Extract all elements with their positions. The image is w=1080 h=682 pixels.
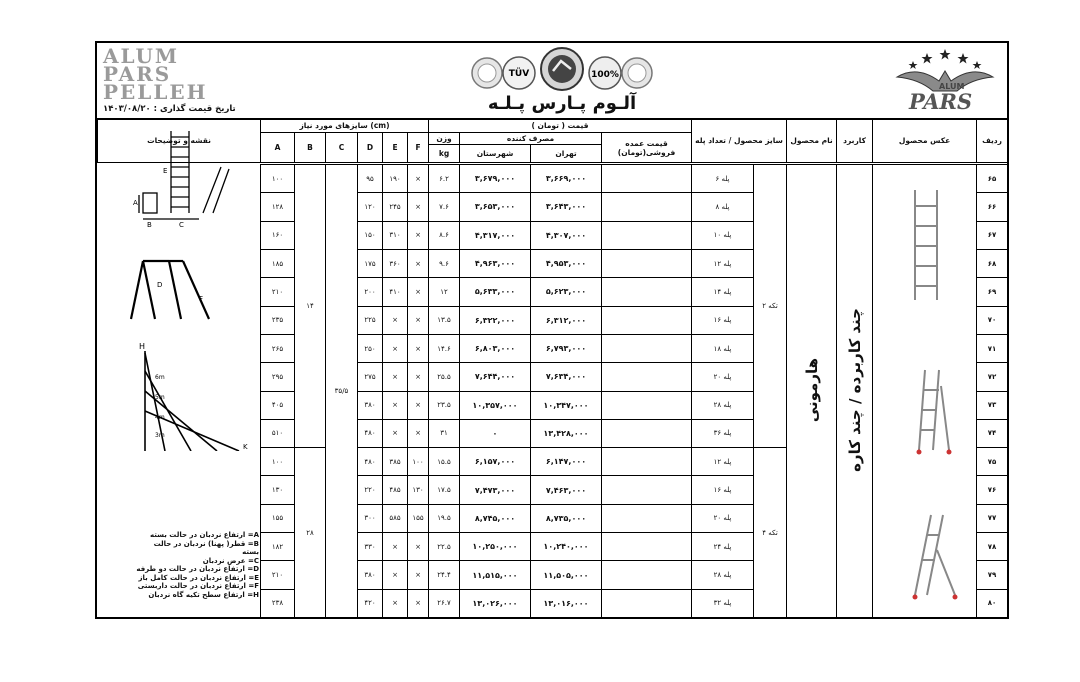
cell-d: ۲۰۰ bbox=[358, 278, 383, 306]
cell-f: × bbox=[408, 334, 429, 362]
cell-a: ۱۸۲ bbox=[261, 533, 295, 561]
cell-tehran-price: ۷,۴۶۳,۰۰۰ bbox=[531, 476, 602, 504]
cell-f: × bbox=[408, 561, 429, 589]
cell-steps: ۲۸ پله bbox=[692, 391, 754, 419]
diagram-a-label: A bbox=[133, 199, 138, 207]
cell-wholesale-price bbox=[602, 221, 692, 249]
cell-f: × bbox=[408, 419, 429, 447]
col-c-header: C bbox=[326, 133, 358, 163]
wholesale-header: قیمت عمده فروشی(تومان) bbox=[602, 133, 692, 163]
cell-e: ۲۴۵ bbox=[383, 193, 408, 221]
tuv-text: TÜV bbox=[508, 69, 530, 79]
cell-province-price: ۵,۶۳۳,۰۰۰ bbox=[460, 278, 531, 306]
eagle-alum-text: ALUM bbox=[939, 82, 965, 91]
eagle-pars-text: PARS bbox=[909, 89, 973, 114]
cell-steps: ۳۶ پله bbox=[692, 419, 754, 447]
usage-header-label: کاربرد bbox=[843, 136, 866, 145]
cell-e: ۳۱۰ bbox=[383, 221, 408, 249]
cell-d: ۱۷۵ bbox=[358, 249, 383, 277]
cell-row-number: ۷۰ bbox=[977, 306, 1008, 334]
cell-a: ۴۰۵ bbox=[261, 391, 295, 419]
price-header: قیمت ( تومان ) bbox=[429, 119, 692, 133]
cell-c: ۳۵/۵ bbox=[326, 165, 358, 618]
cell-province-price: ۸,۷۴۵,۰۰۰ bbox=[460, 504, 531, 532]
cell-tehran-price: ۱۰,۲۴۰,۰۰۰ bbox=[531, 533, 602, 561]
cell-d: ۳۰۰ bbox=[358, 504, 383, 532]
cell-wholesale-price bbox=[602, 193, 692, 221]
cell-row-number: ۷۸ bbox=[977, 533, 1008, 561]
cell-province-price: ۱۱,۵۱۵,۰۰۰ bbox=[460, 561, 531, 589]
cell-province-price: ۱۰,۳۵۷,۰۰۰ bbox=[460, 391, 531, 419]
cell-row-number: ۷۶ bbox=[977, 476, 1008, 504]
cell-weight: ۱۷.۵ bbox=[429, 476, 460, 504]
consumer-header: مصرف کننده bbox=[460, 133, 602, 145]
cell-weight: ۸.۶ bbox=[429, 221, 460, 249]
cell-row-number: ۸۰ bbox=[977, 589, 1008, 617]
cell-steps: ۲۰ پله bbox=[692, 363, 754, 391]
cell-a: ۲۱۰ bbox=[261, 561, 295, 589]
cell-steps: ۱۲ پله bbox=[692, 448, 754, 476]
cell-e: × bbox=[383, 589, 408, 617]
legend-c: C= عرض نردبان bbox=[202, 556, 259, 565]
cell-province-price: ۷,۴۷۳,۰۰۰ bbox=[460, 476, 531, 504]
weight-header: وزن bbox=[429, 133, 460, 145]
cell-tehran-price: ۴,۳۰۷,۰۰۰ bbox=[531, 221, 602, 249]
cell-f: × bbox=[408, 193, 429, 221]
cell-e: ۴۸۵ bbox=[383, 476, 408, 504]
cell-row-number: ۶۸ bbox=[977, 249, 1008, 277]
legend bbox=[135, 531, 259, 599]
row-header: ردیف bbox=[977, 119, 1008, 163]
cell-steps: ۱۴ پله bbox=[692, 278, 754, 306]
cell-row-number: ۷۱ bbox=[977, 334, 1008, 362]
cell-wholesale-price bbox=[602, 504, 692, 532]
cell-e: × bbox=[383, 561, 408, 589]
cell-product-name bbox=[787, 165, 837, 618]
cell-steps: ۱۸ پله bbox=[692, 334, 754, 362]
cell-province-price: ۳,۶۷۹,۰۰۰ bbox=[460, 165, 531, 193]
cell-e: × bbox=[383, 391, 408, 419]
cell-wholesale-price bbox=[602, 249, 692, 277]
legend-f: F= ارتفاع نردبان در حالت داربستی bbox=[137, 582, 259, 590]
cell-province-price: ۶,۸۰۳,۰۰۰ bbox=[460, 334, 531, 362]
cell-usage bbox=[837, 165, 873, 618]
cell-d: ۲۲۰ bbox=[358, 476, 383, 504]
cell-steps: ۱۶ پله bbox=[692, 476, 754, 504]
cell-steps: ۶ پله bbox=[692, 165, 754, 193]
cell-f: × bbox=[408, 391, 429, 419]
cell-steps: ۸ پله bbox=[692, 193, 754, 221]
cell-b: ۲۸ bbox=[295, 448, 326, 618]
cell-f: × bbox=[408, 278, 429, 306]
price-date: تاریخ قیمت گذاری : ۱۴۰۳/۰۸/۲۰ bbox=[103, 104, 236, 114]
cell-d: ۳۸۰ bbox=[358, 561, 383, 589]
cell-d: ۴۲۰ bbox=[358, 589, 383, 617]
cell-row-number: ۷۳ bbox=[977, 391, 1008, 419]
cell-weight: ۱۲ bbox=[429, 278, 460, 306]
cell-tehran-price: ۱۳,۴۲۸,۰۰۰ bbox=[531, 419, 602, 447]
cell-d: ۱۲۰ bbox=[358, 193, 383, 221]
cell-d: ۲۷۵ bbox=[358, 363, 383, 391]
diagram-f-label: F bbox=[199, 295, 204, 303]
diagram-k-label: K bbox=[243, 443, 248, 451]
cell-a: ۱۰۰ bbox=[261, 165, 295, 193]
cell-group: ۴ تکه bbox=[754, 448, 787, 618]
cell-steps: ۲۸ پله bbox=[692, 561, 754, 589]
cell-weight: ۱۳.۵ bbox=[429, 306, 460, 334]
badge-100-text: 100% bbox=[591, 70, 619, 80]
cell-e: × bbox=[383, 419, 408, 447]
diagram-d-label: D bbox=[157, 281, 163, 289]
cell-weight: ۷.۶ bbox=[429, 193, 460, 221]
cell-row-number: ۷۴ bbox=[977, 419, 1008, 447]
cell-weight: ۱۹.۵ bbox=[429, 504, 460, 532]
cell-steps: ۱۶ پله bbox=[692, 306, 754, 334]
cell-tehran-price: ۱۱,۵۰۵,۰۰۰ bbox=[531, 561, 602, 589]
cell-tehran-price: ۳,۶۴۳,۰۰۰ bbox=[531, 193, 602, 221]
cell-steps: ۲۴ پله bbox=[692, 533, 754, 561]
cell-tehran-price: ۶,۷۹۳,۰۰۰ bbox=[531, 334, 602, 362]
product-photos-icon bbox=[875, 170, 975, 610]
cell-a: ۲۹۵ bbox=[261, 363, 295, 391]
cell-row-number: ۷۲ bbox=[977, 363, 1008, 391]
cell-e: × bbox=[383, 306, 408, 334]
cell-weight: ۳۱ bbox=[429, 419, 460, 447]
cell-province-price: ۳,۶۵۳,۰۰۰ bbox=[460, 193, 531, 221]
brand-line-1: ALUM bbox=[103, 44, 180, 68]
cell-e: × bbox=[383, 533, 408, 561]
cell-a: ۱۶۰ bbox=[261, 221, 295, 249]
cell-tehran-price: ۱۰,۳۴۷,۰۰۰ bbox=[531, 391, 602, 419]
cell-a: ۵۱۰ bbox=[261, 419, 295, 447]
col-d-header: D bbox=[358, 133, 383, 163]
diagram-h-label: H bbox=[139, 342, 146, 351]
usage-label: چند کاربرده / چند کاره bbox=[845, 308, 864, 472]
cell-province-price: ۶,۱۵۷,۰۰۰ bbox=[460, 448, 531, 476]
cell-weight: ۲۲.۵ bbox=[429, 533, 460, 561]
cell-f: × bbox=[408, 249, 429, 277]
cell-steps: ۳۲ پله bbox=[692, 589, 754, 617]
diagram-4m-label: 4m bbox=[155, 414, 165, 421]
cell-tehran-price: ۷,۶۳۴,۰۰۰ bbox=[531, 363, 602, 391]
cell-f: × bbox=[408, 363, 429, 391]
cell-a: ۲۳۵ bbox=[261, 306, 295, 334]
cell-tehran-price: ۴,۹۵۳,۰۰۰ bbox=[531, 249, 602, 277]
cell-group: ۲ تکه bbox=[754, 165, 787, 448]
cell-d: ۲۲۵ bbox=[358, 306, 383, 334]
alum-pars-eagle-logo bbox=[887, 47, 1003, 115]
cell-province-price: ۷,۶۴۴,۰۰۰ bbox=[460, 363, 531, 391]
cell-f: × bbox=[408, 306, 429, 334]
price-table bbox=[260, 164, 1008, 618]
cell-d: ۹۵ bbox=[358, 165, 383, 193]
header-band bbox=[97, 43, 1007, 120]
photo-header: عکس محصول bbox=[873, 119, 977, 163]
cell-tehran-price: ۶,۱۴۷,۰۰۰ bbox=[531, 448, 602, 476]
cell-wholesale-price bbox=[602, 533, 692, 561]
cell-weight: ۹.۶ bbox=[429, 249, 460, 277]
cell-f: × bbox=[408, 533, 429, 561]
center-badges bbox=[457, 47, 667, 115]
cell-e: ۴۱۰ bbox=[383, 278, 408, 306]
cell-wholesale-price bbox=[602, 278, 692, 306]
col-b-header: B bbox=[295, 133, 326, 163]
cell-wholesale-price bbox=[602, 363, 692, 391]
cell-f: ۱۰۰ bbox=[408, 448, 429, 476]
cell-wholesale-price bbox=[602, 589, 692, 617]
cell-d: ۴۸۰ bbox=[358, 448, 383, 476]
eagle-icon bbox=[887, 47, 1003, 115]
cell-province-price: ۴,۳۱۷,۰۰۰ bbox=[460, 221, 531, 249]
tehran-header: تهران bbox=[531, 145, 602, 163]
weight-unit-header: kg bbox=[429, 145, 460, 163]
cell-d: ۴۸۰ bbox=[358, 419, 383, 447]
legend-a: A= ارتفاع نردبان در حالت بسته bbox=[150, 531, 259, 539]
cell-a: ۱۲۸ bbox=[261, 193, 295, 221]
cell-weight: ۱۵.۵ bbox=[429, 448, 460, 476]
cell-steps: ۱۲ پله bbox=[692, 249, 754, 277]
cell-weight: ۲۳.۵ bbox=[429, 391, 460, 419]
price-sheet bbox=[95, 41, 1009, 619]
cell-d: ۱۵۰ bbox=[358, 221, 383, 249]
cell-steps: ۲۰ پله bbox=[692, 504, 754, 532]
diagram-3m-label: 3m bbox=[155, 432, 165, 439]
legend-e: E= ارتفاع نردبان در حالت کامل باز bbox=[138, 573, 259, 582]
cell-e: × bbox=[383, 334, 408, 362]
product-name-header: نام محصول bbox=[787, 119, 837, 163]
cell-wholesale-price bbox=[602, 391, 692, 419]
cell-a: ۱۸۵ bbox=[261, 249, 295, 277]
cell-row-number: ۷۷ bbox=[977, 504, 1008, 532]
cell-wholesale-price bbox=[602, 561, 692, 589]
cell-row-number: ۶۵ bbox=[977, 165, 1008, 193]
diagram-b-label: B bbox=[147, 221, 152, 229]
cell-e: ۵۸۵ bbox=[383, 504, 408, 532]
brand-line-3: PELLEH bbox=[103, 80, 208, 104]
cell-a: ۲۳۸ bbox=[261, 589, 295, 617]
cell-wholesale-price bbox=[602, 334, 692, 362]
cell-e: ۱۹۰ bbox=[383, 165, 408, 193]
cell-wholesale-price bbox=[602, 306, 692, 334]
cell-row-number: ۶۶ bbox=[977, 193, 1008, 221]
cell-d: ۳۳۰ bbox=[358, 533, 383, 561]
cell-e: ۳۶۰ bbox=[383, 249, 408, 277]
cell-tehran-price: ۵,۶۲۳,۰۰۰ bbox=[531, 278, 602, 306]
sizes-header: سایزهای مورد نیاز (cm) bbox=[261, 119, 429, 133]
legend-d: D= ارتفاع نردبان در حالت دو طرفه bbox=[136, 565, 259, 573]
usage-header bbox=[837, 119, 873, 163]
cell-row-number: ۶۷ bbox=[977, 221, 1008, 249]
cell-steps: ۱۰ پله bbox=[692, 221, 754, 249]
cell-row-number: ۷۹ bbox=[977, 561, 1008, 589]
cell-weight: ۲۶.۷ bbox=[429, 589, 460, 617]
cell-e: × bbox=[383, 363, 408, 391]
cell-a: ۲۶۵ bbox=[261, 334, 295, 362]
cell-province-price: ۶,۳۲۲,۰۰۰ bbox=[460, 306, 531, 334]
cell-province-price: ۱۰,۲۵۰,۰۰۰ bbox=[460, 533, 531, 561]
cell-tehran-price: ۸,۷۳۵,۰۰۰ bbox=[531, 504, 602, 532]
cell-f: × bbox=[408, 165, 429, 193]
cell-f: × bbox=[408, 221, 429, 249]
cell-wholesale-price bbox=[602, 476, 692, 504]
notes-header: نقشه و توضیحات bbox=[98, 119, 261, 163]
ladder-diagrams-icon bbox=[99, 121, 259, 451]
cell-e: ۳۸۵ bbox=[383, 448, 408, 476]
cell-tehran-price: ۶,۳۱۲,۰۰۰ bbox=[531, 306, 602, 334]
cell-a: ۲۱۰ bbox=[261, 278, 295, 306]
quality-badges-icon bbox=[457, 47, 667, 95]
diagram-e-label: E bbox=[163, 167, 168, 175]
product-name: هارمونی bbox=[802, 357, 821, 423]
cell-row-number: ۷۵ bbox=[977, 448, 1008, 476]
alum-pars-logo bbox=[103, 44, 253, 114]
cell-wholesale-price bbox=[602, 165, 692, 193]
diagram-c-label: C bbox=[179, 221, 184, 229]
cell-a: ۱۰۰ bbox=[261, 448, 295, 476]
cell-weight: ۱۴.۶ bbox=[429, 334, 460, 362]
cell-wholesale-price bbox=[602, 448, 692, 476]
brand-line-2: PARS bbox=[103, 62, 172, 86]
cell-f: ۱۳۰ bbox=[408, 476, 429, 504]
cell-row-number: ۶۹ bbox=[977, 278, 1008, 306]
province-header: شهرستان bbox=[460, 145, 531, 163]
brand-title: آلـوم پـارس پـلـه bbox=[487, 93, 637, 114]
cell-a: ۱۵۵ bbox=[261, 504, 295, 532]
cell-tehran-price: ۳,۶۶۹,۰۰۰ bbox=[531, 165, 602, 193]
cell-weight: ۲۴.۴ bbox=[429, 561, 460, 589]
cell-weight: ۶.۲ bbox=[429, 165, 460, 193]
cell-wholesale-price bbox=[602, 419, 692, 447]
col-e-header: E bbox=[383, 133, 408, 163]
cell-b: ۱۴ bbox=[295, 165, 326, 448]
cell-f: ۱۵۵ bbox=[408, 504, 429, 532]
col-a-header: A bbox=[261, 133, 295, 163]
cell-province-price: ۰ bbox=[460, 419, 531, 447]
diagram-6m-label: 6m bbox=[155, 374, 165, 381]
legend-h: H= ارتفاع سطح تکیه گاه نردبان bbox=[148, 590, 259, 599]
cell-province-price: ۴,۹۶۳,۰۰۰ bbox=[460, 249, 531, 277]
table-row bbox=[261, 165, 1008, 193]
col-f-header: F bbox=[408, 133, 429, 163]
cell-a: ۱۳۰ bbox=[261, 476, 295, 504]
cell-f: × bbox=[408, 589, 429, 617]
legend-b: B= قطر( پهنا) نردبان در حالت بسته bbox=[153, 539, 259, 556]
cell-d: ۳۸۰ bbox=[358, 391, 383, 419]
notes-diagrams bbox=[99, 121, 259, 615]
cell-tehran-price: ۱۳,۰۱۶,۰۰۰ bbox=[531, 589, 602, 617]
cell-d: ۲۵۰ bbox=[358, 334, 383, 362]
cell-weight: ۲۵.۵ bbox=[429, 363, 460, 391]
size-steps-header: سایز محصول / تعداد پله bbox=[692, 119, 787, 163]
cell-province-price: ۱۳,۰۲۶,۰۰۰ bbox=[460, 589, 531, 617]
cell-photo bbox=[873, 165, 977, 618]
diagram-5m-label: 5m bbox=[155, 394, 165, 401]
